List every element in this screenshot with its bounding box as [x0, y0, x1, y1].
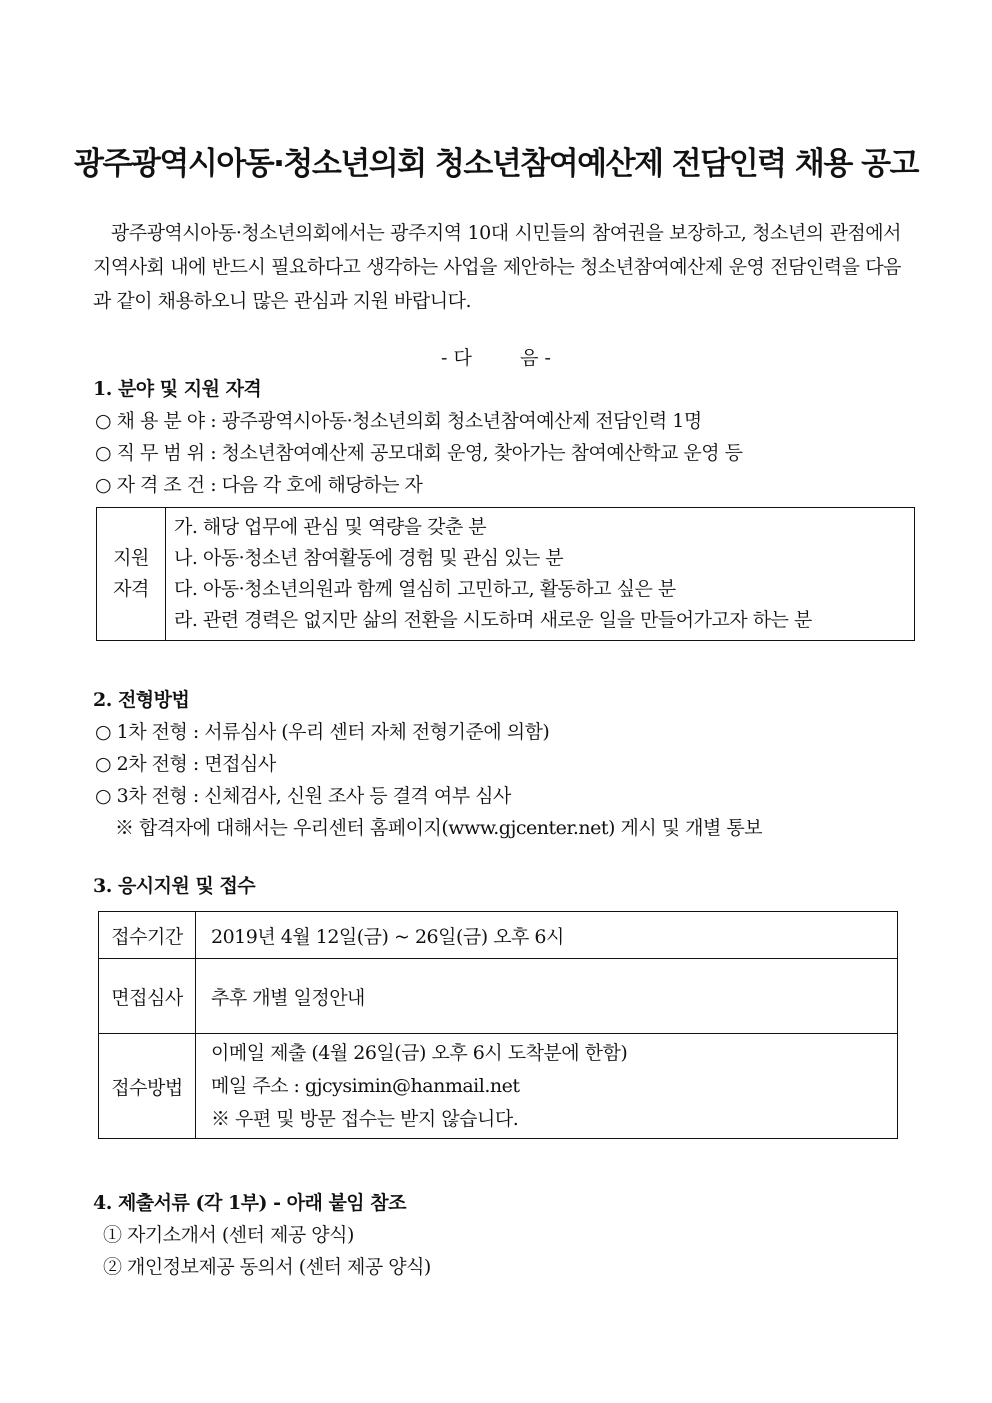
- qualification-table-label: [97, 508, 166, 641]
- section2-heading: 2. 전형방법: [93, 689, 190, 711]
- center-mark: - 다 음 -: [441, 347, 551, 369]
- section2-item: ○ 1차 전형 : 서류심사 (우리 센터 자체 전형기준에 의함): [95, 721, 550, 743]
- row-value: [196, 1034, 898, 1139]
- section2-note: ※ 합격자에 대해서는 우리센터 홈페이지(www.gjcenter.net) 게시 및 개별 통보: [115, 817, 763, 839]
- row-label: 면접심사: [99, 959, 196, 1034]
- row-label: 접수기간: [99, 912, 196, 959]
- section1-item: ○ 직 무 범 위 : 청소년참여예산제 공모대회 운영, 찾아가는 참여예산학교 운영 등: [95, 442, 743, 464]
- label-line: 자격: [113, 578, 149, 600]
- table-row: [99, 912, 898, 959]
- row-value: 추후 개별 일정안내: [196, 959, 898, 1034]
- table-row: [99, 959, 898, 1034]
- qualification-item: 다. 아동·청소년의원과 함께 열심히 고민하고, 활동하고 싶은 분: [174, 578, 676, 600]
- section1-item: ○ 자 격 조 건 : 다음 각 호에 해당하는 자: [95, 474, 423, 496]
- intro-text: 광주광역시아동·청소년의회에서는 광주지역 10대 시민들의 참여권을 보장하고, 청소년의 관점에서 지역사회 내에 반드시 필요하다고 생각하는 사업을 제안하는 청소년참여예산제 운영 전담인력을 다음과 같이 채용하오니 많은 관심과 지원 바랍니다.: [93, 222, 901, 312]
- intro-paragraph: [93, 216, 901, 318]
- qualification-list: [166, 508, 915, 641]
- application-table: [98, 911, 898, 1139]
- section1-heading: 1. 분야 및 지원 자격: [93, 378, 262, 400]
- qualification-table: [96, 507, 915, 641]
- row-value: 2019년 4월 12일(금) ~ 26일(금) 오후 6시: [196, 912, 898, 959]
- row-label: 접수방법: [99, 1034, 196, 1139]
- section4-item: ② 개인정보제공 동의서 (센터 제공 양식): [103, 1256, 431, 1278]
- table-row: [99, 1034, 898, 1139]
- label-line: 지원: [113, 547, 149, 569]
- qualification-item: 가. 해당 업무에 관심 및 역량을 갖춘 분: [174, 516, 487, 538]
- section2-item: ○ 3차 전형 : 신체검사, 신원 조사 등 결격 여부 심사: [95, 785, 511, 807]
- page-title: 광주광역시아동·청소년의회 청소년참여예산제 전담인력 채용 공고: [74, 146, 918, 182]
- value-line: 메일 주소 : gjcysimin@hanmail.net: [211, 1074, 520, 1097]
- section3-heading: 3. 응시지원 및 접수: [93, 875, 256, 897]
- qualification-item: 라. 관련 경력은 없지만 삶의 전환을 시도하며 새로운 일을 만들어가고자 하는 분: [174, 609, 812, 631]
- qualification-item: 나. 아동·청소년 참여활동에 경험 및 관심 있는 분: [174, 547, 564, 569]
- value-line: 이메일 제출 (4월 26일(금) 오후 6시 도착분에 한함): [211, 1041, 628, 1064]
- value-line: ※ 우편 및 방문 접수는 받지 않습니다.: [211, 1107, 519, 1130]
- section1-item: ○ 채 용 분 야 : 광주광역시아동·청소년의회 청소년참여예산제 전담인력 1명: [95, 410, 702, 432]
- section4-heading: 4. 제출서류 (각 1부) - 아래 붙임 참조: [93, 1192, 406, 1214]
- section2-item: ○ 2차 전형 : 면접심사: [95, 753, 276, 775]
- section4-item: ① 자기소개서 (센터 제공 양식): [103, 1224, 354, 1246]
